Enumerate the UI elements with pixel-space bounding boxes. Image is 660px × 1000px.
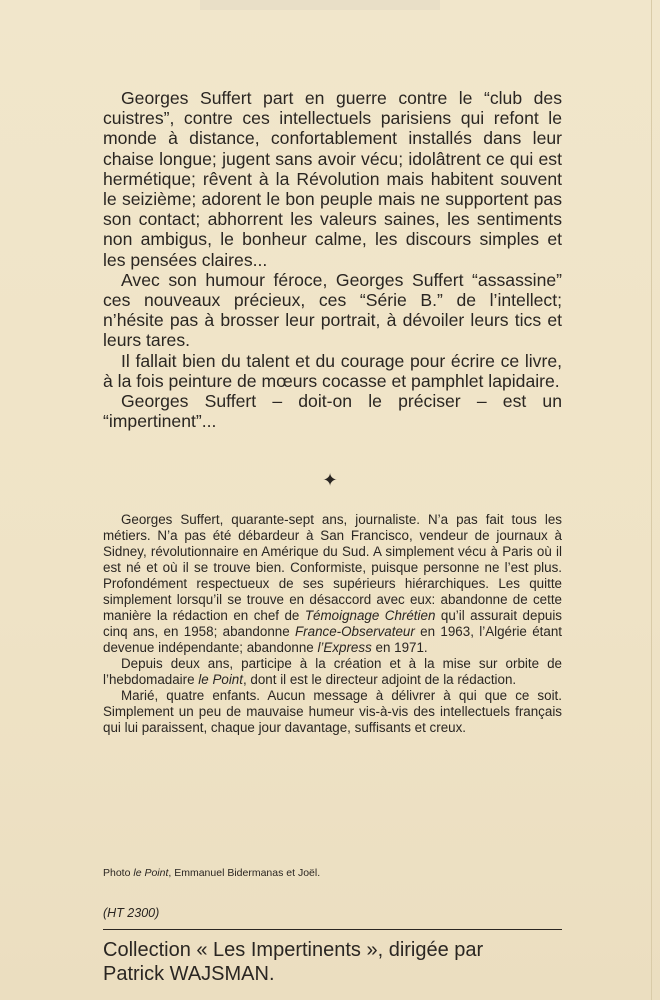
- photo-credit-prefix: Photo: [103, 867, 134, 879]
- page-edge: [651, 0, 652, 1000]
- bio-title-italic: le Point: [198, 672, 243, 687]
- bio-paragraph: [103, 512, 562, 656]
- bio-paragraph: [103, 656, 562, 688]
- collection-line: Patrick WAJSMAN.: [103, 963, 275, 985]
- divider: [103, 929, 562, 930]
- collection-note: [103, 938, 573, 986]
- blurb-paragraph: Il fallait bien du talent et du courage pour écrire ce livre, à la fois peinture de mœurs cocasse et pamphlet lapidaire.: [103, 350, 562, 391]
- bio-text: qu’il assurait depuis cinq ans, en 1958; abandonne: [103, 608, 563, 639]
- bio-text: Georges Suffert, quarante-sept ans, journaliste. N’a pas fait tous les métiers. N’a pas été débardeur à San Francisco, vendeur de journaux à Sidney, révolutionnaire en Amérique du Sud. A simplement vécu à Paris où il est né et où il se trouve bien. Conformiste, puisque personne ne l’est plus. Profondément respectueux de ses supérieurs hiérarchiques. Les quitte simplement lorsqu’il se trouve en désaccord avec eux: abandonne de cette manière la rédaction en chef de: [103, 512, 562, 623]
- paper-smudge: [200, 0, 440, 10]
- photo-credit-rest: , Emmanuel Bidermanas et Joël.: [168, 867, 321, 879]
- blurb-paragraph: Georges Suffert – doit-on le préciser – est un “impertinent”...: [103, 391, 562, 432]
- bio-title-italic: l’Express: [317, 640, 372, 655]
- bio-text: en 1963, l’Algérie étant devenue indépendante; abandonne: [103, 624, 563, 655]
- photo-credit: [103, 866, 320, 880]
- author-bio: [103, 512, 562, 736]
- bio-text: Depuis deux ans, participe à la création et à la mise sur orbite de l’hebdomadaire: [103, 656, 562, 687]
- ornament-icon: ✦: [322, 470, 338, 490]
- blurb-text: [103, 88, 562, 431]
- bio-text: , dont il est le directeur adjoint de la rédaction.: [242, 672, 517, 687]
- bio-title-italic: France-Observateur: [295, 624, 415, 639]
- bio-paragraph: Marié, quatre enfants. Aucun message à délivrer à qui que ce soit. Simplement un peu de mauvaise humeur vis-à-vis des intellectuels français qui lui paraissent, chaque jour davantage, suffisants et creux.: [103, 688, 562, 735]
- blurb-paragraph: Avec son humour féroce, Georges Suffert “assassine” ces nouveaux précieux, ces “Série B.” de l’intellect; n’hésite pas à brosser leur portrait, à dévoiler leurs tics et leurs tares.: [103, 269, 562, 351]
- catalog-code: (HT 2300): [103, 906, 160, 920]
- blurb-paragraph: Georges Suffert part en guerre contre le “club des cuistres”, contre ces intellectuels parisiens qui refont le monde à distance, confortablement installés dans leur chaise longue; jugent sans avoir vécu; idolâtrent ce qui est hermétique; rêvent à la Révolution mais habitent souvent le seizième; adorent le bon peuple mais ne supportent pas son contact; abhorrent les valeurs saines, les sentiments non ambigus, le bonheur calme, les discours simples et les pensées claires...: [103, 88, 562, 270]
- bio-text: en 1971.: [371, 640, 428, 655]
- collection-line: Collection « Les Impertinents », dirigée par: [103, 939, 484, 961]
- bio-title-italic: Témoignage Chrétien: [304, 608, 436, 623]
- photo-credit-italic: le Point: [133, 867, 169, 879]
